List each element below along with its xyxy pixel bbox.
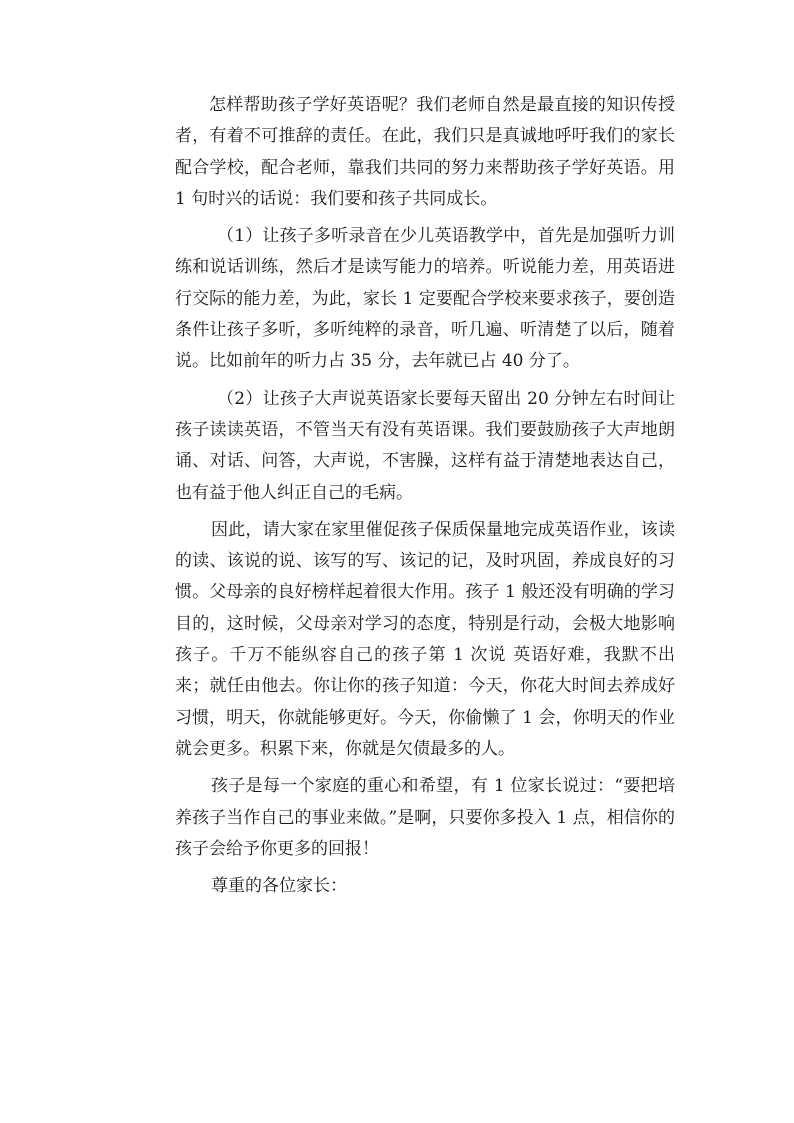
paragraph-salutation: 尊重的各位家长：	[211, 876, 347, 897]
paragraph-point-2: （2）让孩子大声说英语家长要每天留出 20 分钟左右时间让孩子读读英语，不管当天有没有英语课。我们要鼓励孩子大声地朗诵、对话、问答，大声说，不害臊，这样有益于清楚地表达自己，也有益于他人纠正自己的毛病。	[175, 388, 675, 503]
document-body	[175, 90, 675, 908]
paragraph-point-1: （1）让孩子多听录音在少儿英语教学中，首先是加强听力训练和说话训练，然后才是读写能力的培养。听说能力差，用英语进行交际的能力差，为此，家长 1 定要配合学校来要求孩子，要创造条件让孩子多听，多听纯粹的录音，听几遍、听清楚了以后，随着说。比如前年的听力占 35 分，去年就已占 40 分了。	[175, 226, 675, 372]
paragraph-intro: 怎样帮助孩子学好英语呢？我们老师自然是最直接的知识传授者，有着不可推辞的责任。在此，我们只是真诚地呼吁我们的家长配合学校，配合老师，靠我们共同的努力来帮助孩子学好英语。用 1 句时兴的话说：我们要和孩子共同成长。	[175, 95, 675, 209]
paragraph-therefore: 因此，请大家在家里催促孩子保质保量地完成英语作业，该读的读、该说的说、该写的写、该记的记，及时巩固，养成良好的习惯。父母亲的良好榜样起着很大作用。孩子 1 般还没有明确的学习目的，这时候，父母亲对学习的态度，特别是行动，会极大地影响孩子。千万不能纵容自己的孩子第 1 次说 英语好难，我默不出来；就任由他去。你让你的孩子知道：今天，你花大时间去养成好习惯，明天，你就能够更好。今天，你偷懒了 1 会，你明天的作业就会更多。积累下来，你就是欠债最多的人。	[175, 519, 675, 759]
paragraph-hope: 孩子是每一个家庭的重心和希望，有 1 位家长说过：“要把培养孩子当作自己的事业来做。”是啊，只要你多投入 1 点，相信你的孩子会给予你更多的回报！	[175, 776, 675, 859]
